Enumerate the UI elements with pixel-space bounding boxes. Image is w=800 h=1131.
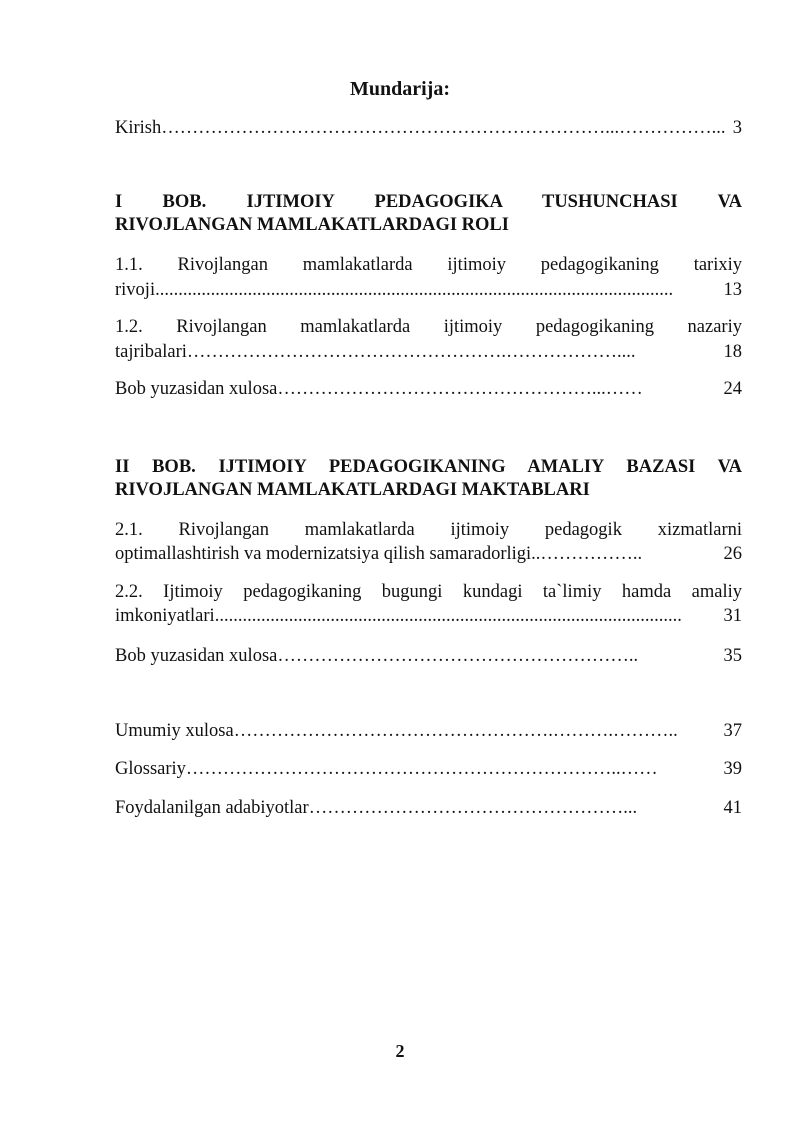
page-number: 2 xyxy=(395,1041,405,1061)
chapter2-heading-line1: II BOB. IJTIMOIY PEDAGOGIKANING AMALIY BAZASI VA xyxy=(115,457,742,477)
toc-entry-intro[interactable] xyxy=(115,117,742,139)
toc-entry-glossary[interactable] xyxy=(115,758,742,780)
toc-leader-dots: ……………………………………………...…… xyxy=(277,379,643,399)
chapter1-heading-line1: I BOB. IJTIMOIY PEDAGOGIKA TUSHUNCHASI VA xyxy=(115,192,742,212)
toc-page-number: 41 xyxy=(723,798,742,818)
toc-page-number: 35 xyxy=(723,646,742,666)
toc-page-number: 31 xyxy=(723,606,742,626)
toc-page-number: 39 xyxy=(723,759,742,779)
toc-entry-chapter2-summary[interactable] xyxy=(115,645,742,667)
toc-page-number: 18 xyxy=(723,342,742,362)
toc-leader-dots: ..................................................................................................... xyxy=(214,606,682,626)
toc-entry-conclusion[interactable] xyxy=(115,720,742,742)
toc-entry-label: Glossariy xyxy=(115,759,186,779)
toc-entry-chapter1-summary[interactable] xyxy=(115,378,742,400)
toc-leader-dots: ……………………………………………... xyxy=(308,798,638,818)
toc-leader-dots: ................................................................................................................ xyxy=(155,280,674,300)
toc-entry-1-2-line1: 1.2. Rivojlangan mamlakatlarda ijtimoiy pedagogikaning nazariy xyxy=(115,317,742,337)
toc-entry-1-1-line1: 1.1. Rivojlangan mamlakatlarda ijtimoiy pedagogikaning tarixiy xyxy=(115,255,742,275)
toc-page-number: 13 xyxy=(723,280,742,300)
toc-entry-label: Umumiy xulosa xyxy=(115,721,234,741)
toc-entry-label: tajribalari xyxy=(115,342,187,362)
toc-entry-1-1[interactable] xyxy=(115,279,742,301)
toc-entry-2-2[interactable] xyxy=(115,605,742,627)
toc-page-number: 37 xyxy=(723,721,742,741)
toc-entry-2-1[interactable] xyxy=(115,543,742,565)
chapter2-heading-line2: RIVOJLANGAN MAMLAKATLARDAGI MAKTABLARI xyxy=(115,480,590,500)
toc-entry-label: Kirish xyxy=(115,118,162,138)
toc-page-number: 24 xyxy=(723,379,742,399)
chapter1-heading-line2: RIVOJLANGAN MAMLAKATLARDAGI ROLI xyxy=(115,215,509,235)
toc-leader-dots: …………………………………………….……….……….. xyxy=(233,721,678,741)
toc-entry-label: optimallashtirish va modernizatsiya qilish samaradorligi xyxy=(115,544,532,564)
toc-entry-2-1-line1: 2.1. Rivojlangan mamlakatlarda ijtimoiy pedagogik xizmatlarni xyxy=(115,520,742,540)
toc-entry-1-2[interactable] xyxy=(115,341,742,363)
toc-leader-dots: ………………………………………………….. xyxy=(277,646,639,666)
toc-page-number: 26 xyxy=(723,544,742,564)
toc-leader-dots: ..…………….. xyxy=(531,544,643,564)
toc-leader-dots: ……………………………………………………………..…… xyxy=(185,759,658,779)
toc-title: Mundarija: xyxy=(350,78,450,100)
toc-entry-label: Bob yuzasidan xulosa xyxy=(115,646,278,666)
toc-leader-dots: …………………………………………….……………….... xyxy=(186,342,636,362)
toc-leader-dots: ………………………………………………………………...……………... xyxy=(161,118,726,138)
toc-entry-label: Foydalanilgan adabiyotlar xyxy=(115,798,309,818)
toc-entry-2-2-line1: 2.2. Ijtimoiy pedagogikaning bugungi kundagi ta`limiy hamda amaliy xyxy=(115,582,742,602)
toc-entry-label: rivoji xyxy=(115,280,156,300)
toc-page-number: 3 xyxy=(732,118,742,138)
toc-entry-references[interactable] xyxy=(115,797,742,819)
toc-entry-label: imkoniyatlari xyxy=(115,606,215,626)
toc-entry-label: Bob yuzasidan xulosa xyxy=(115,379,278,399)
